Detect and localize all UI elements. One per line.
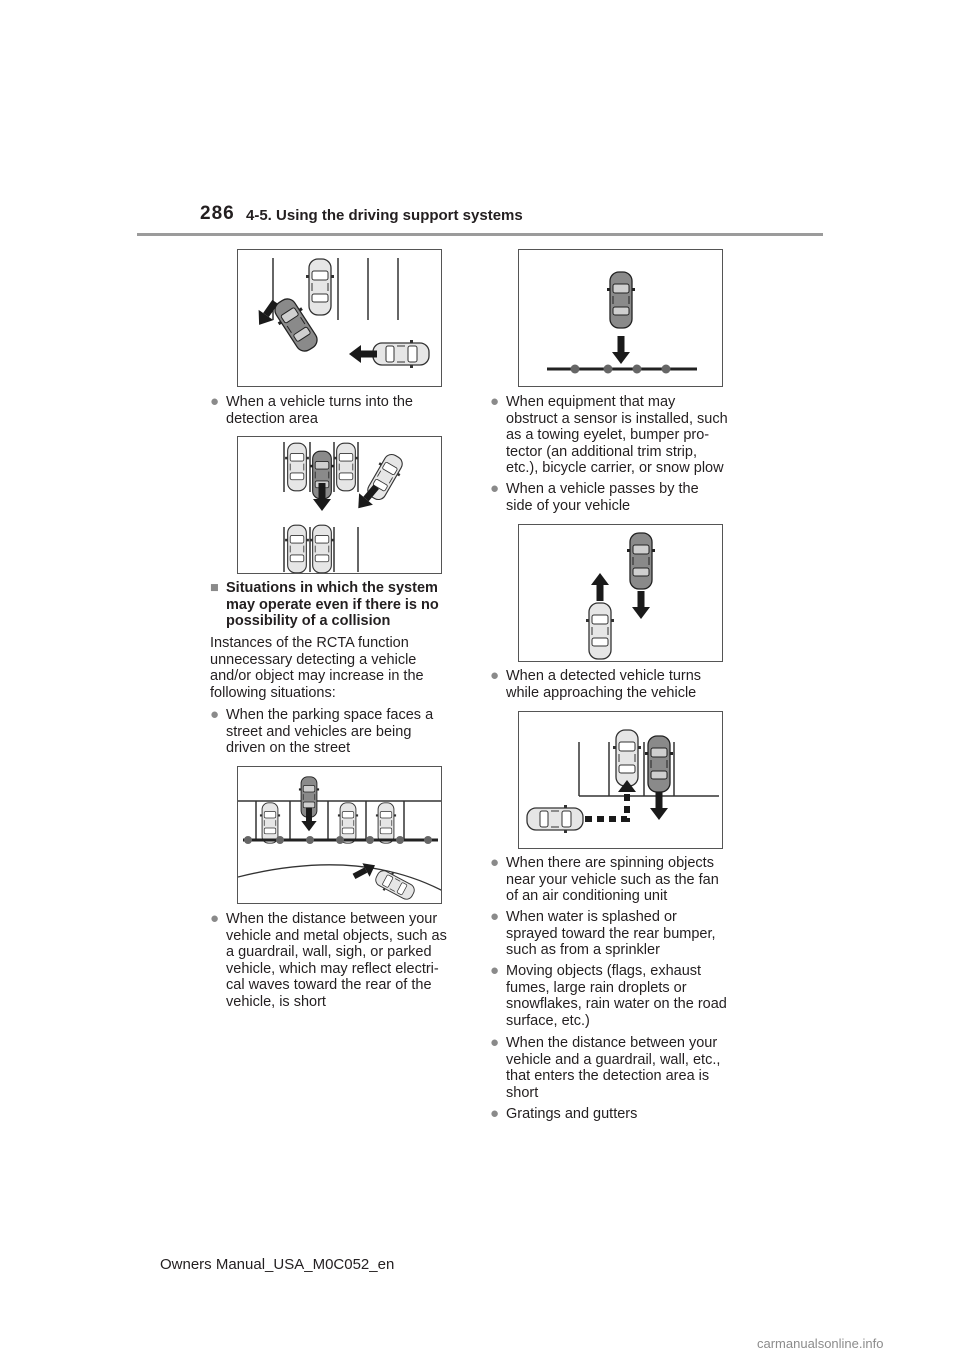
bullet-parking-space: ● When the parking space faces a street and vehicles are being driven on the street (210, 706, 434, 756)
watermark-text: carmanualsonline.info (757, 1336, 884, 1351)
bullet-water: ● When water is splashed or sprayed toward the rear bumper, such as from a sprinkler (490, 908, 716, 958)
figure-detected-turns (518, 711, 723, 849)
intro-paragraph: Instances of the RCTA function unnecessary detecting a vehicle and/or object may increase in the following situations: (210, 635, 424, 701)
figure-passes-side (518, 524, 723, 662)
figure-equipment-sensor (518, 249, 723, 387)
bullet-spinning: ● When there are spinning objects near your vehicle such as the fan of an air conditioning unit (490, 854, 719, 904)
bullet-dot-icon: ● (490, 1105, 500, 1122)
bullet-vehicle-turns: ● When a vehicle turns into the detection area (210, 393, 413, 427)
bullet-guardrail: ● When the distance between your vehicle and a guardrail, wall, etc., that enters the detection area is short (490, 1034, 721, 1101)
bullet-passes-side: ● When a vehicle passes by the side of your vehicle (490, 480, 699, 514)
bullet-dot-icon: ● (490, 667, 500, 684)
bullet-dot-icon: ● (210, 910, 220, 927)
bullet-equipment: ● When equipment that may obstruct a sensor is installed, such as a towing eyelet, bumper pro- tector (an additional trim strip, etc.), bicycle carrier, or snow plow (490, 393, 728, 476)
heading-situations: ■ Situations in which the system may operate even if there is no possibility of a collision (210, 580, 439, 629)
bullet-moving-objects: ● Moving objects (flags, exhaust fumes, large rain droplets or snowflakes, rain water on the road surface, etc.) (490, 962, 727, 1029)
bullet-dot-icon: ● (490, 962, 500, 979)
figure-parking-lot (237, 436, 442, 574)
bullet-dot-icon: ● (490, 393, 500, 410)
header-rule (137, 233, 823, 236)
bullet-metal-objects: ● When the distance between your vehicle and metal objects, such as a guardrail, wall, sigh, or parked vehicle, which may reflect electri- cal waves toward the rear of the vehicle, is short (210, 910, 447, 1010)
bullet-dot-icon: ● (490, 480, 500, 497)
section-title: 4-5. Using the driving support systems (246, 207, 523, 224)
page-number: 286 (200, 203, 235, 224)
figure-vehicle-turns-into-area (237, 249, 442, 387)
bullet-gratings: ● Gratings and gutters (490, 1105, 638, 1122)
heading-square-icon: ■ (210, 580, 219, 596)
bullet-dot-icon: ● (490, 908, 500, 925)
bullet-dot-icon: ● (210, 706, 220, 723)
bullet-dot-icon: ● (490, 1034, 500, 1051)
figure-street-parking (237, 766, 442, 904)
bullet-detected-turns: ● When a detected vehicle turns while approaching the vehicle (490, 667, 702, 701)
bullet-dot-icon: ● (210, 393, 220, 410)
bullet-dot-icon: ● (490, 854, 500, 871)
footer-manual-name: Owners Manual_USA_M0C052_en (160, 1256, 395, 1273)
